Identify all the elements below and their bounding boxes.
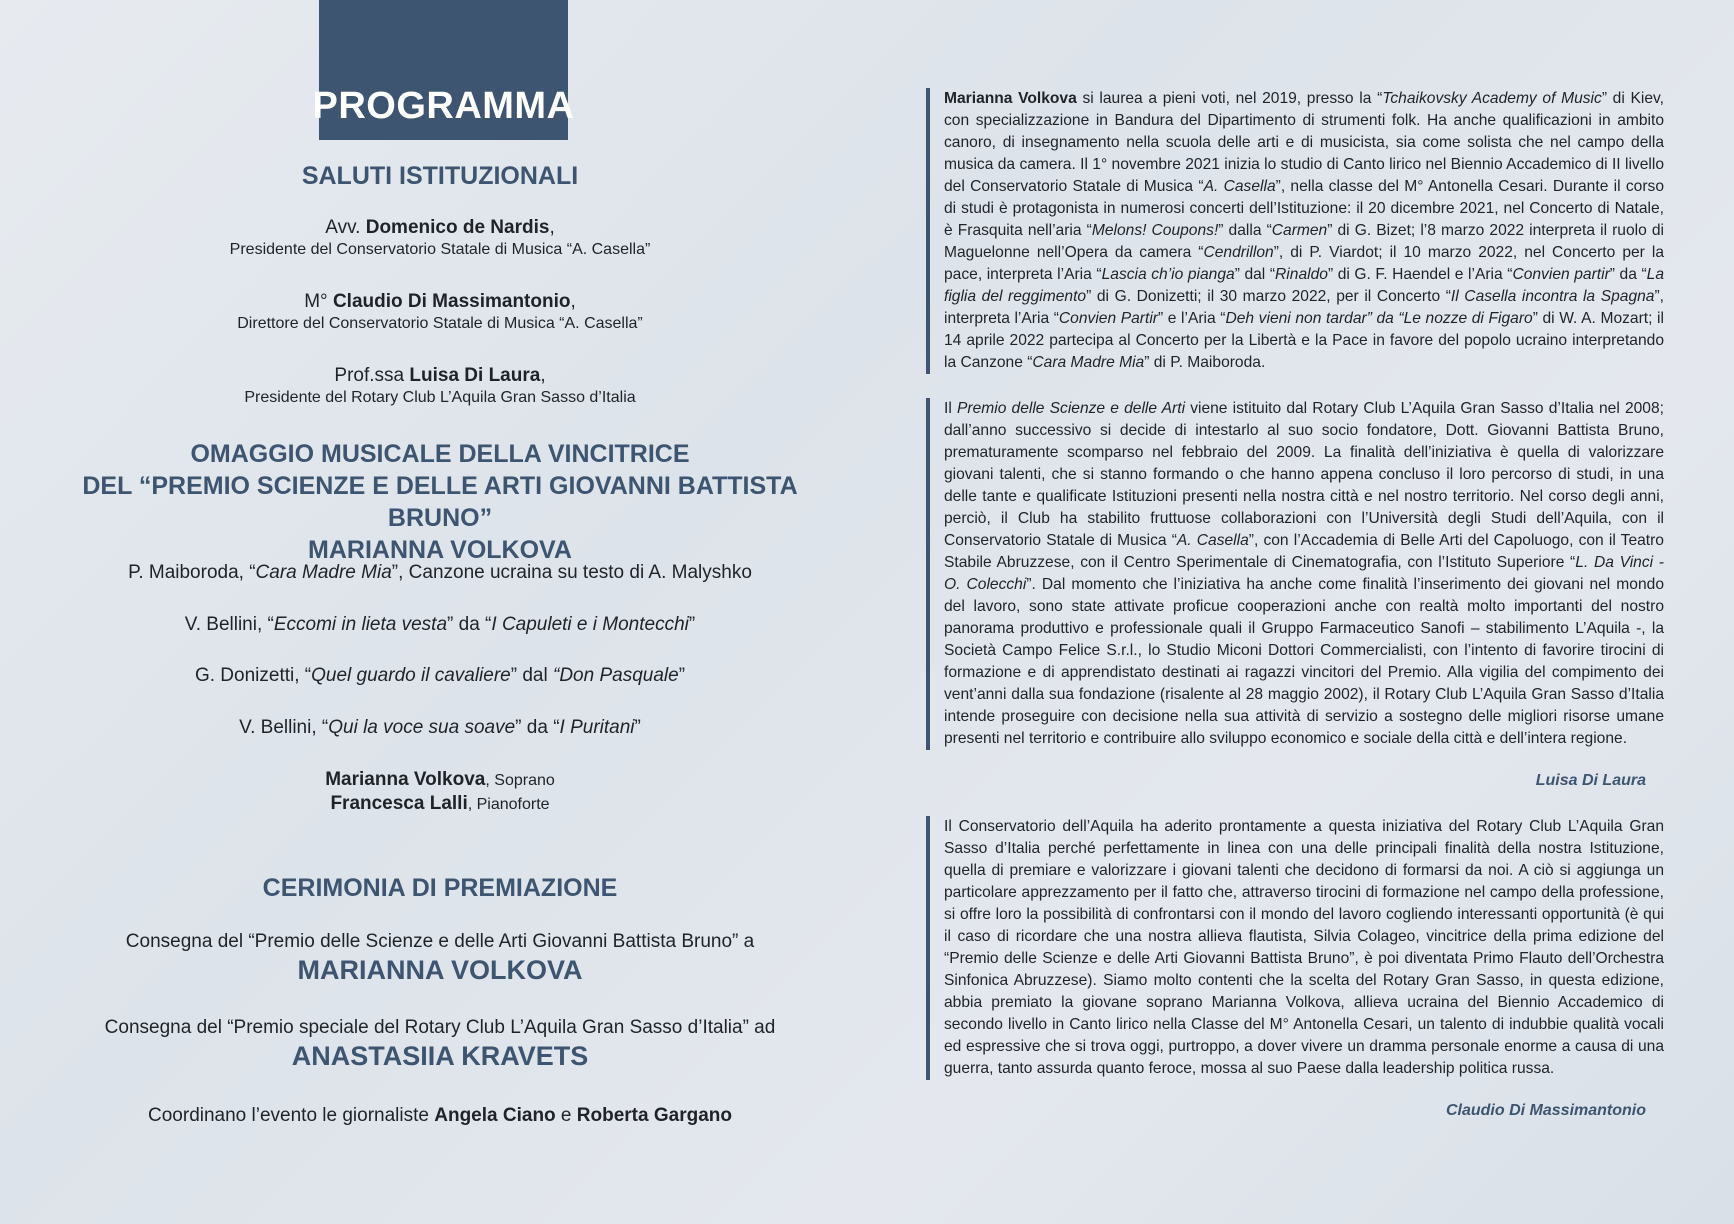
bio-italic: Il Casella incontra la Spagna <box>1450 288 1655 305</box>
omaggio-heading-line: OMAGGIO MUSICALE DELLA VINCITRICE <box>190 440 690 468</box>
bio-italic: A. Casella <box>1203 178 1276 195</box>
premio-block <box>926 398 1664 750</box>
piece-2 <box>40 613 840 637</box>
bio-italic: Cara Madre Mia <box>1032 354 1145 371</box>
signature-luisa: Luisa Di Laura <box>1535 772 1646 789</box>
bio-italic: Convien partir <box>1512 266 1610 283</box>
piece-text: ” <box>634 717 641 738</box>
conservatorio-paragraph: Il Conservatorio dell’Aquila ha aderito prontamente a questa iniziativa del Rotary Club L’Aquila Gran Sasso d’Italia perché perfettamente in linea con una delle principali finalità della nostra Istituzione, quella di premiare e valorizzare i giovani talenti che decidono di formarsi da noi. A ciò si aggiunga un particolare apprezzamento per il fatto che, attraverso tirocini di formazione nel campo della professione, si offre loro la possibilità di confrontarsi con il mondo del lavoro cogliendo interessanti opportunità (è qui il caso di ricordare che una nostra allieva flautista, Silvia Colageo, vincitrice della prima edizione del “Premio delle Scienze e delle Arti Giovanni Battista Bruno”, è poi diventata Primo Flauto dell’Orchestra Sinfonica Abruzzese). Siamo molto contenti che la scelta del Rotary Gran Sasso, in questa edizione, abbia premiato la giovane soprano Marianna Volkova, allieva ucraina del Biennio Accademico di secondo livello in Canto lirico nella Classe del M° Antonella Cesari, un talento di indubbie qualità vocali ed espressive che si trova oggi, purtroppo, a dover vivere un dramma personale enorme a causa di una guerra, tanto assurda quanto feroce, mossa al suo Paese dalla leadership politica russa. <box>944 818 1664 1077</box>
guest-suffix: , <box>570 291 576 312</box>
piece-text: ” da “ <box>515 717 560 738</box>
signature-claudio: Claudio Di Massimantonio <box>1445 1102 1646 1119</box>
coord-text: e <box>555 1105 577 1126</box>
guest-1 <box>40 216 840 260</box>
piece-text: ”, Canzone ucraina su testo di A. Malyshko <box>391 562 752 583</box>
bio-text: ” di G. F. Haendel e l’Aria “ <box>1327 266 1513 283</box>
piece-title: Eccomi in lieta vesta <box>273 614 448 635</box>
omaggio-heading-line: MARIANNA VOLKOVA <box>308 536 572 564</box>
coord-text: Coordinano l’evento le giornaliste <box>148 1105 435 1126</box>
guest-name: Luisa Di Laura <box>409 365 541 386</box>
guest-role: Presidente del Rotary Club L’Aquila Gran Sasso d’Italia <box>244 389 636 406</box>
saluti-heading: SALUTI ISTITUZIONALI <box>301 162 579 190</box>
piece-text: P. Maiboroda, “ <box>128 562 256 583</box>
award-winner: MARIANNA VOLKOVA <box>297 955 583 985</box>
bio-text: ” di Kiev, con specializzazione in Bandura del Dipartimento di strumenti folk. Ha anche qualificazioni in ambito canoro, di insegnamento nella scuola delle arti e di musicista, sia come solista che nel campo della musica da camera. Il 1° novembre 2021 inizia lo studio di Canto lirico nel Biennio Accademico di II livello del Conservatorio Statale di Musica “ <box>944 90 1664 195</box>
award-2 <box>40 1016 840 1072</box>
coord-name: Angela Ciano <box>434 1105 556 1126</box>
guest-suffix: , <box>540 365 546 386</box>
piece-1 <box>40 561 840 585</box>
bio-paragraph <box>944 88 1664 374</box>
piece-opera: “Don Pasquale <box>553 665 679 686</box>
bio-block <box>926 88 1664 374</box>
award-text: Consegna del “Premio delle Scienze e delle Arti Giovanni Battista Bruno” a <box>125 931 755 952</box>
bio-italic: Convien Partir <box>1058 310 1158 327</box>
premio-text: ”, con l’Accademia di Belle Arti del Capoluogo, con il Teatro Stabile Abruzzese, con il Centro Sperimentale di Cinematografia, con l’Istituto Superiore “ <box>944 532 1664 571</box>
performer-name: Marianna Volkova <box>325 769 486 790</box>
award-1 <box>40 930 840 986</box>
bio-text: ” e l’Aria “ <box>1157 310 1226 327</box>
piece-text: G. Donizetti, “ <box>194 665 312 686</box>
bio-text: ” dalla “ <box>1218 222 1272 239</box>
programma-tab <box>312 0 575 140</box>
piece-opera: I Puritani <box>559 717 635 738</box>
bio-text: ” di G. Donizetti; il 30 marzo 2022, per il Concerto “ <box>1086 288 1451 305</box>
piece-text: ” <box>688 614 696 635</box>
premio-text: Il <box>944 400 957 417</box>
piece-4 <box>40 716 840 740</box>
bio-italic: Deh vieni non tardar” da “Le nozze di Figaro <box>1225 310 1533 327</box>
guest-name: Domenico de Nardis <box>365 217 550 238</box>
guest-role: Presidente del Conservatorio Statale di Musica “A. Casella” <box>229 241 651 258</box>
bio-italic: Tchaikovsky Academy of Music <box>1382 90 1602 107</box>
bio-italic: Carmen <box>1271 222 1328 239</box>
bio-text: ” da “ <box>1609 266 1647 283</box>
piece-text: V. Bellini, “ <box>239 717 329 738</box>
premio-text: viene istituito dal Rotary Club L’Aquila Gran Sasso d’Italia nel 2008; dall’anno successivo si decide di intestarlo al suo socio fondatore, Dott. Giovanni Battista Bruno, prematuramente scomparso nel febbraio del 2009. La finalità dell’iniziativa è quella di valorizzare giovani talenti, che si stanno formando o che hanno appena concluso il loro percorso di studi, in una delle tante e qualificate Istituzioni presenti nella nostra città e nel nostro territorio. Nel corso degli anni, perciò, il Club ha stabilito fruttuose collaborazioni con l’Università degli Studi dell’Aquila, con il Conservatorio Statale di Musica “ <box>944 400 1664 549</box>
premio-italic: A. Casella <box>1176 532 1249 549</box>
guest-suffix: , <box>549 217 555 238</box>
performer-role: , Pianoforte <box>467 796 550 813</box>
coordinators <box>40 1104 840 1128</box>
bio-text: ” di P. Maiboroda. <box>1144 354 1266 371</box>
piece-text: ” <box>678 665 686 686</box>
saluti-section <box>40 160 840 192</box>
award-winner: ANASTASIIA KRAVETS <box>291 1041 589 1071</box>
bio-text: si laurea a pieni voti, nel 2019, presso la “ <box>1076 90 1383 107</box>
bio-text: ” di G. Bizet; l’8 marzo 2022 interpreta il ruolo di Maguelonne nell’Opera da camera “ <box>944 222 1665 261</box>
piece-3 <box>40 664 840 688</box>
bio-text: ”, di P. Viardot; il 10 marzo 2022, nel Concerto per la pace, interpreta l’Aria “ <box>944 244 1664 283</box>
performer-role: , Soprano <box>485 772 555 789</box>
piece-title: Cara Madre Mia <box>255 562 392 583</box>
performer-name: Francesca Lalli <box>330 793 468 814</box>
bio-text: ” di W. A. Mozart; il 14 aprile 2022 partecipa al Concerto per la Libertà e la Pace in favore del popolo ucraino interpretando la Canzone “ <box>944 310 1664 371</box>
coord-name: Roberta Gargano <box>576 1105 732 1126</box>
omaggio-heading <box>40 438 840 566</box>
piece-title: Qui la voce sua soave <box>328 717 516 738</box>
piece-text: ” dal <box>510 665 553 686</box>
guest-name: Claudio Di Massimantonio <box>332 291 571 312</box>
conservatorio-block <box>926 816 1664 1080</box>
cerimonia-heading: CERIMONIA DI PREMIAZIONE <box>262 874 618 902</box>
guest-role: Direttore del Conservatorio Statale di Musica “A. Casella” <box>237 315 643 332</box>
bio-italic: Melons! Coupons! <box>1091 222 1219 239</box>
award-text: Consegna del “Premio speciale del Rotary Club L’Aquila Gran Sasso d’Italia” ad <box>104 1017 776 1038</box>
piece-opera: I Capuleti e i Montecchi <box>491 614 689 635</box>
omaggio-heading-line: DEL “PREMIO SCIENZE E DELLE ARTI GIOVANNI BATTISTA BRUNO” <box>82 472 798 532</box>
bio-text: ” dal “ <box>1234 266 1276 283</box>
guest-3 <box>40 364 840 408</box>
piece-text: V. Bellini, “ <box>184 614 274 635</box>
premio-italic: Premio delle Scienze e delle Arti <box>956 400 1186 417</box>
bio-italic: Lascia ch’io pianga <box>1101 266 1235 283</box>
cerimonia-heading-wrap <box>40 872 840 904</box>
premio-text: ”. Dal momento che l’iniziativa ha anche come finalità l’inserimento dei giovani nel mondo del lavoro, sono state attivate proficue cooperazioni anche con realtà molto importanti del nostro panorama produttivo e professionale quali il Gruppo Farmaceutico Sanofi – stabilimento L’Aquila -, la Società Campo Felice S.r.l., lo Studio Miconi Dottori Commercialisti, con l’intento di favorire tirocini di formazione e di apprendistato destinati ai ragazzi vincitori del Premio. Alla vigilia del compimento dei vent’anni dalla sua fondazione (risalente al 28 maggio 2002), il Rotary Club L’Aquila Gran Sasso d’Italia intende proseguire con decisione nella sua attività di servizio a sostegno delle migliori risorse umane presenti nel territorio e contribuire allo sviluppo economico e sociale della città e dell’intera regione. <box>944 576 1664 747</box>
premio-paragraph <box>944 398 1664 750</box>
bio-text: ”, interpreta l’Aria “ <box>944 288 1664 327</box>
guest-prefix: M° <box>304 291 333 312</box>
piece-text: ” da “ <box>447 614 492 635</box>
bio-text: ”, nella classe del M° Antonella Cesari. Durante il corso di studi è protagonista in numerosi concerti dell’Istituzione: il 20 dicembre 2021, nel Concerto di Natale, è Frasquita nell’aria “ <box>944 178 1664 239</box>
guest-prefix: Prof.ssa <box>334 365 410 386</box>
bio-italic: Cendrillon <box>1203 244 1274 261</box>
bio-italic: Rinaldo <box>1275 266 1328 283</box>
guest-2 <box>40 290 840 334</box>
performers <box>40 768 840 816</box>
premio-italic: L. Da Vinci - O. Colecchi <box>944 554 1665 593</box>
programma-title: PROGRAMMA <box>312 85 575 127</box>
guest-prefix: Avv. <box>325 217 366 238</box>
piece-title: Quel guardo il cavaliere <box>311 665 511 686</box>
bio-italic: La figlia del reggimento <box>944 266 1664 305</box>
bio-name: Marianna Volkova <box>944 90 1077 107</box>
